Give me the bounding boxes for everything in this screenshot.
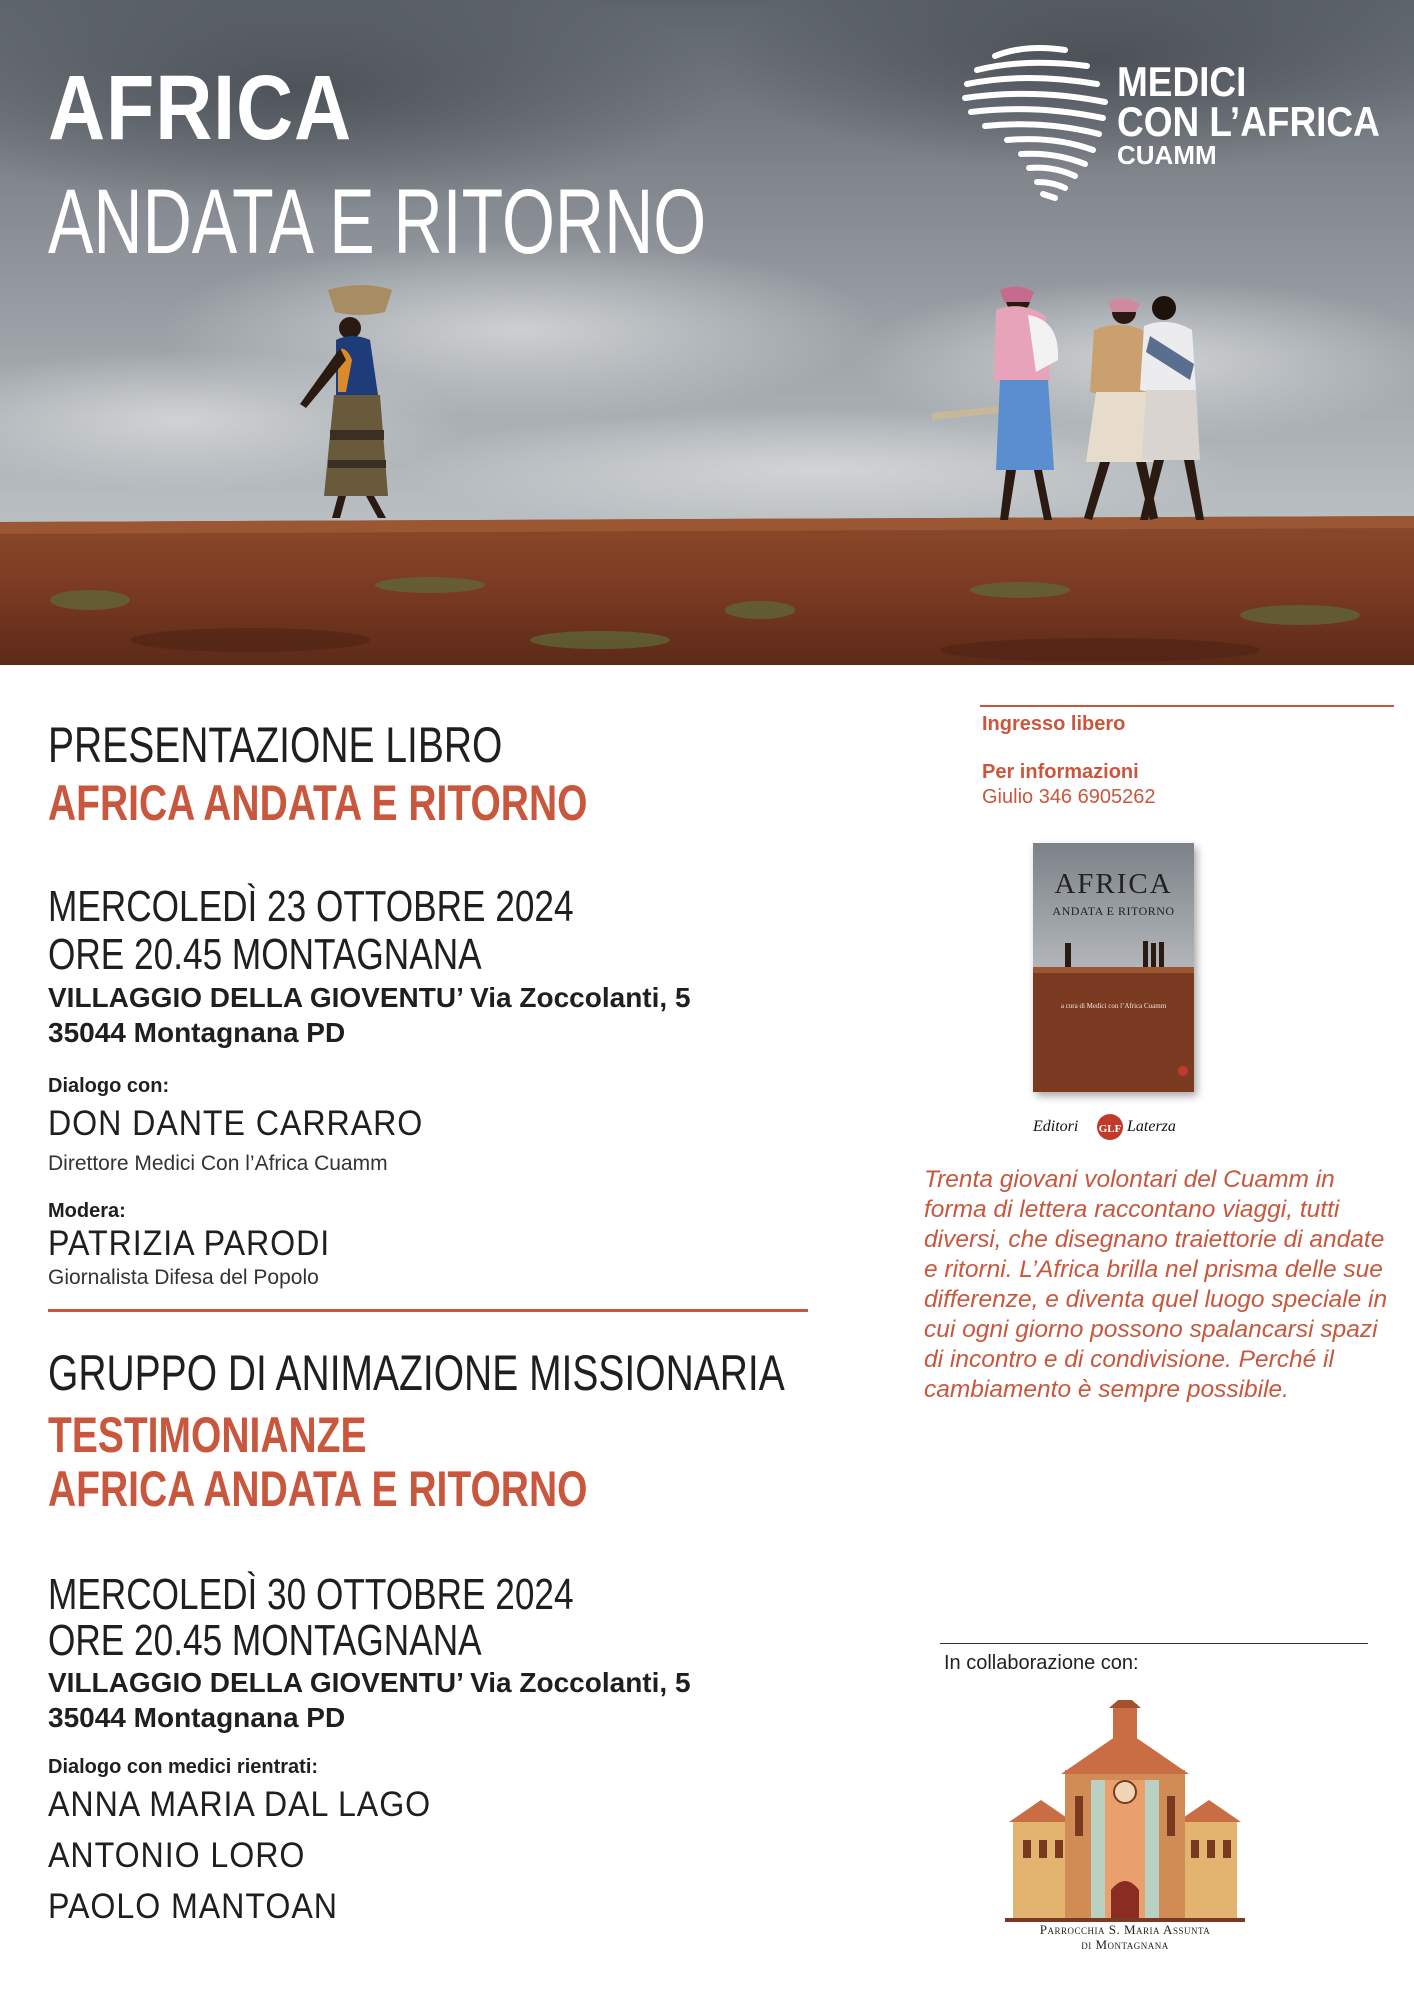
- doctor-name: ANNA MARIA DAL LAGO: [48, 1785, 432, 1824]
- event2-city: 35044 Montagnana PD: [48, 1702, 346, 1733]
- event1-subheading: AFRICA ANDATA E RITORNO: [48, 775, 588, 831]
- publisher-mark: GLF: [1098, 1123, 1122, 1135]
- section-divider: [48, 1309, 808, 1312]
- contact-phone: Giulio 346 6905262: [982, 786, 1156, 808]
- parish-name: Parrocchia S. Maria Assunta: [1039, 1922, 1211, 1937]
- logo-text-medici: MEDICI: [1117, 58, 1247, 105]
- event1-dialog-label: Dialogo con:: [48, 1075, 170, 1097]
- doctor-name: PAOLO MANTOAN: [48, 1887, 338, 1926]
- event1-city: 35044 Montagnana PD: [48, 1017, 346, 1048]
- book-description: Trenta giovani volontari del Cuamm in forma di lettera raccontano viaggi, tutti diversi, che disegnano traiettorie di andate e ritorni. L’Africa brilla nel prisma delle sue differenze, e diventa quel luogo speciale in cui ogni giorno possono spalancarsi spazi di incontro e di condivisione. Perché il cambiamento è sempre possibile.: [924, 1166, 1388, 1403]
- logo-text-cuamm: CUAMM: [1117, 140, 1217, 170]
- event1-moderator-label: Modera:: [48, 1200, 126, 1222]
- event2-subheading-2: AFRICA ANDATA E RITORNO: [48, 1461, 588, 1517]
- event1-heading: PRESENTAZIONE LIBRO: [48, 717, 503, 773]
- doctor-name: ANTONIO LORO: [48, 1836, 306, 1875]
- event1-moderator-role: Giornalista Difesa del Popolo: [48, 1266, 319, 1289]
- hero-title-bold: AFRICA: [48, 57, 353, 159]
- publisher-laterza: Laterza: [1127, 1118, 1176, 1135]
- book-subtitle: ANDATA E RITORNO: [1052, 904, 1175, 918]
- event1-moderator-name: PATRIZIA PARODI: [48, 1224, 331, 1263]
- contact-label: Per informazioni: [982, 761, 1139, 783]
- event1-speaker-role: Direttore Medici Con l’Africa Cuamm: [48, 1152, 388, 1175]
- event2-dialog-label: Dialogo con medici rientrati:: [48, 1756, 319, 1778]
- event2-subheading-1: TESTIMONIANZE: [48, 1407, 367, 1463]
- event1-time-place: ORE 20.45 MONTAGNANA: [48, 930, 482, 979]
- publisher-logo-icon: [1095, 1113, 1125, 1141]
- hero-title-light: ANDATA E RITORNO: [48, 171, 707, 273]
- collab-divider: [940, 1643, 1368, 1644]
- event1-venue: VILLAGGIO DELLA GIOVENTU’ Via Zoccolanti, 5: [48, 982, 691, 1013]
- publisher-editori: Editori: [1033, 1118, 1079, 1135]
- event2-date: MERCOLEDÌ 30 OTTOBRE 2024: [48, 1570, 574, 1619]
- event2-time-place: ORE 20.45 MONTAGNANA: [48, 1616, 482, 1665]
- event2-venue: VILLAGGIO DELLA GIOVENTU’ Via Zoccolanti, 5: [48, 1667, 691, 1698]
- parish-location: di Montagnana: [1081, 1937, 1169, 1952]
- info-divider: [980, 705, 1394, 707]
- logo-text-con-africa: CON L’AFRICA: [1117, 98, 1380, 145]
- event2-heading: GRUPPO DI ANIMAZIONE MISSIONARIA: [48, 1345, 785, 1401]
- church-logo-icon: [1005, 1700, 1245, 1930]
- entry-info: Ingresso libero: [982, 713, 1126, 735]
- collaboration-label: In collaborazione con:: [944, 1652, 1139, 1674]
- book-credit: a cura di Medici con l’Africa Cuamm: [1060, 1002, 1167, 1010]
- event1-speaker-name: DON DANTE CARRARO: [48, 1104, 424, 1143]
- event1-date: MERCOLEDÌ 23 OTTOBRE 2024: [48, 882, 574, 931]
- book-title: AFRICA: [1054, 868, 1173, 900]
